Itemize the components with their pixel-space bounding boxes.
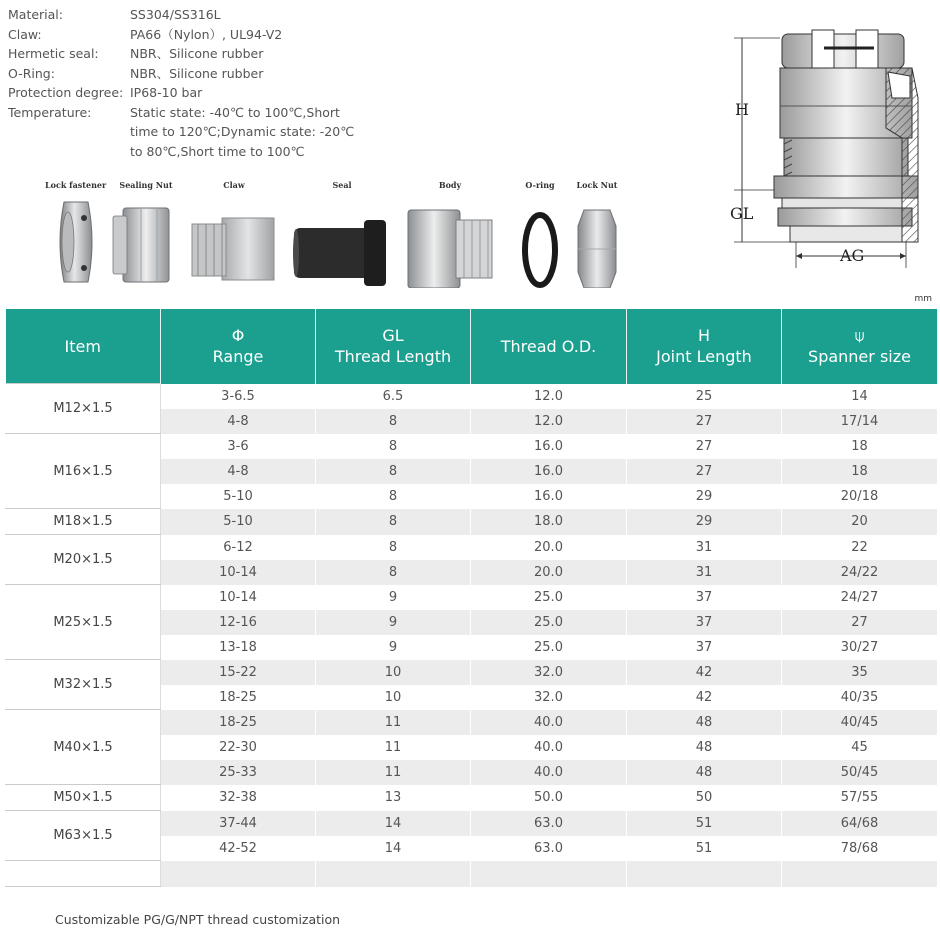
joint-length-cell: 29	[627, 484, 782, 509]
spec-value: NBR、Silicone rubber	[130, 46, 264, 61]
part-label: Sealing Nut	[119, 180, 173, 190]
item-cell: M16×1.5	[6, 434, 161, 509]
header-text: Spanner size	[808, 347, 911, 367]
thread-od-cell: 20.0	[471, 560, 627, 585]
part-lock-nut	[572, 180, 622, 288]
range-cell: 6-12	[161, 535, 316, 560]
range-cell: 37-44	[161, 811, 316, 836]
thread-length-cell: 10	[316, 685, 471, 710]
thread-od-cell: 16.0	[471, 434, 627, 459]
joint-length-cell: 42	[627, 660, 782, 685]
item-cell: M12×1.5	[6, 384, 161, 434]
unit-label: mm	[914, 294, 932, 304]
item-cell: M32×1.5	[6, 660, 161, 710]
spec-list	[8, 5, 438, 161]
parts-strip	[0, 180, 640, 300]
spanner-size-cell: 20/18	[782, 484, 938, 509]
spanner-size-cell: 17/14	[782, 409, 938, 434]
thread-od-cell: 12.0	[471, 409, 627, 434]
thread-od-cell: 16.0	[471, 459, 627, 484]
spec-label: Claw:	[8, 26, 42, 42]
range-cell: 18-25	[161, 710, 316, 735]
thread-od-cell: 25.0	[471, 610, 627, 635]
thread-od-cell: 32.0	[471, 660, 627, 685]
spec-label: Material:	[8, 7, 63, 22]
table-body	[6, 384, 938, 887]
range-cell: 10-14	[161, 585, 316, 610]
cross-section-diagram	[720, 28, 935, 278]
thread-length-cell: 8	[316, 560, 471, 585]
spec-label: O-Ring:	[8, 65, 55, 81]
thread-od-cell: 16.0	[471, 484, 627, 509]
spec-claw	[8, 25, 438, 45]
part-label: Body	[438, 180, 462, 190]
spanner-icon: ⍦	[854, 326, 865, 346]
range-cell: 3-6.5	[161, 384, 316, 409]
joint-length-cell: 37	[627, 635, 782, 660]
part-sealing-nut	[110, 180, 182, 288]
spec-material	[8, 5, 438, 25]
part-label: O-ring	[525, 180, 555, 190]
table-header-row	[6, 309, 938, 384]
header-symbol: Φ	[231, 326, 245, 346]
header-text: Range	[212, 347, 264, 367]
spec-o-ring	[8, 64, 438, 84]
spec-value: PA66（Nylon）, UL94-V2	[130, 26, 283, 42]
spanner-size-cell: 27	[782, 610, 938, 635]
empty-cell	[6, 861, 161, 887]
spanner-size-cell: 57/55	[782, 785, 938, 811]
thread-od-cell: 25.0	[471, 585, 627, 610]
thread-length-cell: 8	[316, 459, 471, 484]
part-body	[404, 180, 496, 288]
thread-length-cell: 9	[316, 610, 471, 635]
header-text: Thread O.D.	[500, 336, 597, 356]
header-text: Joint Length	[656, 347, 752, 367]
joint-length-cell: 29	[627, 509, 782, 535]
joint-length-cell: 27	[627, 459, 782, 484]
header-joint-length	[627, 309, 782, 384]
empty-cell	[161, 861, 316, 887]
spec-protection-degree	[8, 83, 438, 103]
spanner-size-cell: 50/45	[782, 760, 938, 785]
joint-length-cell: 50	[627, 785, 782, 811]
part-o-ring	[516, 180, 564, 288]
header-spanner-size	[782, 309, 938, 384]
spanner-size-cell: 18	[782, 459, 938, 484]
spanner-size-cell: 35	[782, 660, 938, 685]
header-item	[6, 309, 161, 384]
sealing-nut-image	[111, 196, 181, 288]
joint-length-cell: 51	[627, 836, 782, 861]
spec-value: IP68-10 bar	[130, 85, 203, 100]
spanner-size-cell: 24/27	[782, 585, 938, 610]
item-cell: M25×1.5	[6, 585, 161, 660]
thread-length-cell: 9	[316, 585, 471, 610]
claw-image	[188, 196, 280, 288]
thread-length-cell: 11	[316, 710, 471, 735]
item-cell: M18×1.5	[6, 509, 161, 535]
joint-length-cell: 37	[627, 610, 782, 635]
range-cell: 12-16	[161, 610, 316, 635]
thread-length-cell: 11	[316, 760, 471, 785]
thread-length-cell: 8	[316, 409, 471, 434]
part-label: Lock fastener	[45, 180, 107, 190]
joint-length-cell: 48	[627, 760, 782, 785]
table-row	[6, 535, 938, 560]
gl-dimension-label: GL	[730, 204, 754, 223]
header-text: Item	[64, 336, 101, 356]
header-symbol: GL	[382, 326, 404, 346]
spanner-size-cell: 40/35	[782, 685, 938, 710]
joint-length-cell: 37	[627, 585, 782, 610]
joint-length-cell: 25	[627, 384, 782, 409]
range-cell: 13-18	[161, 635, 316, 660]
part-seal	[292, 180, 392, 288]
table-row	[6, 509, 938, 535]
spanner-size-cell: 18	[782, 434, 938, 459]
thread-length-cell: 8	[316, 509, 471, 535]
empty-cell	[627, 861, 782, 887]
range-cell: 5-10	[161, 509, 316, 535]
thread-od-cell: 40.0	[471, 735, 627, 760]
thread-od-cell: 63.0	[471, 811, 627, 836]
spec-label: Protection degree:	[8, 85, 124, 100]
range-cell: 42-52	[161, 836, 316, 861]
table-row	[6, 384, 938, 409]
part-claw	[188, 180, 280, 288]
thread-length-cell: 9	[316, 635, 471, 660]
item-cell: M63×1.5	[6, 811, 161, 861]
range-cell: 18-25	[161, 685, 316, 710]
spanner-size-cell: 14	[782, 384, 938, 409]
spanner-size-cell: 78/68	[782, 836, 938, 861]
empty-cell	[316, 861, 471, 887]
spanner-size-cell: 30/27	[782, 635, 938, 660]
joint-length-cell: 51	[627, 811, 782, 836]
joint-length-cell: 42	[627, 685, 782, 710]
header-text: Thread Length	[334, 347, 452, 367]
technical-drawing	[720, 28, 935, 278]
table-row	[6, 785, 938, 811]
spec-label: Hermetic seal:	[8, 46, 99, 61]
range-cell: 4-8	[161, 409, 316, 434]
joint-length-cell: 48	[627, 735, 782, 760]
spec-value: NBR、Silicone rubber	[130, 65, 264, 81]
thread-length-cell: 8	[316, 535, 471, 560]
thread-od-cell: 32.0	[471, 685, 627, 710]
thread-od-cell: 20.0	[471, 535, 627, 560]
spec-table	[5, 309, 938, 887]
item-cell: M40×1.5	[6, 710, 161, 785]
body-image	[404, 196, 496, 288]
thread-od-cell: 25.0	[471, 635, 627, 660]
lock-fastener-image	[50, 196, 100, 288]
seal-image	[292, 196, 392, 288]
item-cell: M20×1.5	[6, 535, 161, 585]
thread-od-cell: 40.0	[471, 760, 627, 785]
item-cell: M50×1.5	[6, 785, 161, 811]
part-label: Lock Nut	[576, 180, 618, 190]
thread-length-cell: 13	[316, 785, 471, 811]
spanner-size-cell: 40/45	[782, 710, 938, 735]
spanner-size-cell: 20	[782, 509, 938, 535]
joint-length-cell: 48	[627, 710, 782, 735]
table-row	[6, 811, 938, 836]
range-cell: 22-30	[161, 735, 316, 760]
footer-note: Customizable PG/G/NPT thread customization	[55, 912, 341, 927]
thread-od-cell: 50.0	[471, 785, 627, 811]
table-row	[6, 585, 938, 610]
spanner-size-cell: 45	[782, 735, 938, 760]
thread-od-cell: 12.0	[471, 384, 627, 409]
spec-hermetic-seal	[8, 44, 438, 64]
thread-od-cell: 40.0	[471, 710, 627, 735]
range-cell: 25-33	[161, 760, 316, 785]
o-ring-image	[520, 196, 560, 288]
header-thread-length	[316, 309, 471, 384]
joint-length-cell: 27	[627, 434, 782, 459]
table-row-empty	[6, 861, 938, 887]
thread-length-cell: 10	[316, 660, 471, 685]
spanner-size-cell: 64/68	[782, 811, 938, 836]
part-label: Claw	[223, 180, 245, 190]
thread-length-cell: 11	[316, 735, 471, 760]
thread-length-cell: 14	[316, 836, 471, 861]
thread-od-cell: 63.0	[471, 836, 627, 861]
joint-length-cell: 31	[627, 535, 782, 560]
range-cell: 5-10	[161, 484, 316, 509]
part-label: Seal	[332, 180, 352, 190]
spec-label: Temperature:	[8, 104, 92, 120]
range-cell: 3-6	[161, 434, 316, 459]
spec-value: Static state: -40℃ to 100℃,Short time to 120℃;Dynamic state: -20℃ to 80℃,Short time to 100℃	[130, 104, 355, 159]
header-range	[161, 309, 316, 384]
thread-length-cell: 14	[316, 811, 471, 836]
range-cell: 4-8	[161, 459, 316, 484]
thread-od-cell: 18.0	[471, 509, 627, 535]
thread-length-cell: 8	[316, 484, 471, 509]
thread-length-cell: 6.5	[316, 384, 471, 409]
empty-cell	[471, 861, 627, 887]
range-cell: 10-14	[161, 560, 316, 585]
spec-value: SS304/SS316L	[130, 7, 221, 22]
ag-dimension-label: AG	[840, 246, 865, 265]
table-row	[6, 434, 938, 459]
range-cell: 32-38	[161, 785, 316, 811]
table-row	[6, 710, 938, 735]
joint-length-cell: 27	[627, 409, 782, 434]
empty-cell	[782, 861, 938, 887]
thread-length-cell: 8	[316, 434, 471, 459]
header-thread-od	[471, 309, 627, 384]
header-symbol: H	[697, 326, 711, 346]
spanner-size-cell: 22	[782, 535, 938, 560]
range-cell: 15-22	[161, 660, 316, 685]
spec-temperature	[8, 103, 438, 162]
h-dimension-label: H	[735, 100, 749, 119]
joint-length-cell: 31	[627, 560, 782, 585]
lock-nut-image	[576, 196, 618, 288]
part-lock-fastener	[45, 180, 105, 288]
spanner-size-cell: 24/22	[782, 560, 938, 585]
table-row	[6, 660, 938, 685]
